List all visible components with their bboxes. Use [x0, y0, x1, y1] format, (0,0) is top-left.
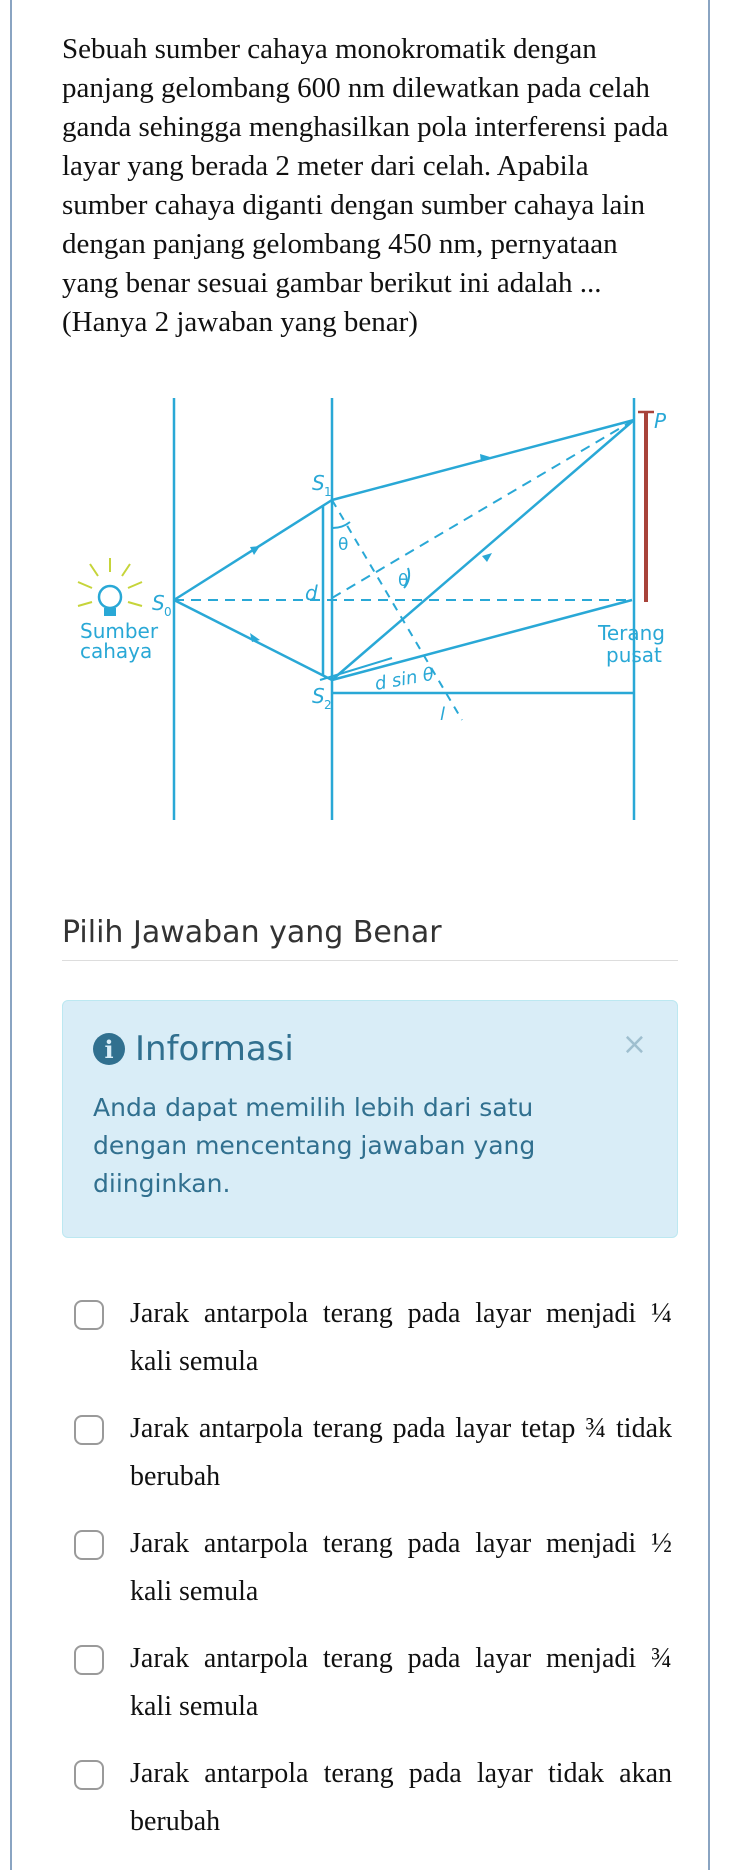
label-theta-2: θ [398, 571, 409, 591]
label-s2-sub: 2 [324, 698, 332, 712]
label-s2: S [312, 684, 325, 708]
answer-options [62, 1290, 678, 1865]
question-text: Sebuah sumber cahaya monokromatik dengan panjang gelombang 600 nm dilewatkan pada celah ganda sehingga menghasilkan pola interferensi pada layar yang berada 2 meter dari celah. Apabila sumber cahaya diganti dengan sumber cahaya lain dengan panjang gelombang 450 nm, pernyataan yang benar sesuai gambar berikut ini adalah ... (Hanya 2 jawaban yang benar) [62, 33, 669, 338]
label-source-1: Sumber [80, 619, 159, 643]
info-message: Anda dapat memilih lebih dari satu dengan mencentang jawaban yang diinginkan. [93, 1093, 536, 1198]
answer-option[interactable] [62, 1405, 678, 1520]
info-title-row [93, 1029, 294, 1069]
ray-arrows [250, 454, 492, 642]
answer-option-text: Jarak antarpola terang pada layar menjadi ½ kali semula [130, 1528, 672, 1607]
label-s1-sub: 1 [324, 485, 332, 499]
label-p: P [654, 409, 667, 433]
label-s1: S [312, 471, 325, 495]
answer-option[interactable] [62, 1635, 678, 1750]
answer-option-text: Jarak antarpola terang pada layar tetap ¾ tidak berubah [130, 1413, 672, 1492]
diagram-lines [174, 398, 634, 820]
label-s0: S [152, 591, 165, 615]
double-slit-diagram [62, 390, 678, 830]
checkbox[interactable] [74, 1760, 104, 1790]
answer-option[interactable] [62, 1290, 678, 1405]
answer-option[interactable] [62, 1750, 678, 1865]
answer-option-text: Jarak antarpola terang pada layar menjadi ¼ kali semula [130, 1298, 672, 1377]
answer-option-text: Jarak antarpola terang pada layar tidak akan berubah [130, 1758, 672, 1837]
checkbox[interactable] [74, 1300, 104, 1330]
label-d: d [305, 581, 318, 605]
label-theta-1: θ [338, 535, 349, 555]
arrow-4 [482, 553, 492, 562]
answer-option[interactable] [62, 1520, 678, 1635]
mid-to-p [332, 420, 634, 598]
close-button[interactable]: × [621, 1027, 647, 1062]
lightbulb-icon [78, 558, 142, 616]
arrow-2 [250, 633, 260, 642]
label-source-2: cahaya [80, 639, 153, 663]
label-center-2: pusat [606, 643, 662, 667]
checkbox[interactable] [74, 1645, 104, 1675]
label-l: l [440, 704, 446, 725]
info-alert [62, 1000, 678, 1238]
info-circle-icon: i [93, 1033, 125, 1065]
label-center-1: Terang [598, 621, 665, 645]
info-title: Informasi [135, 1029, 294, 1069]
label-s0-sub: 0 [164, 605, 172, 619]
label-dsin: d sin θ [373, 663, 436, 695]
checkbox[interactable] [74, 1415, 104, 1445]
checkbox[interactable] [74, 1530, 104, 1560]
answer-section-title: Pilih Jawaban yang Benar [62, 915, 678, 961]
answer-option-text: Jarak antarpola terang pada layar menjadi ¾ kali semula [130, 1643, 672, 1722]
